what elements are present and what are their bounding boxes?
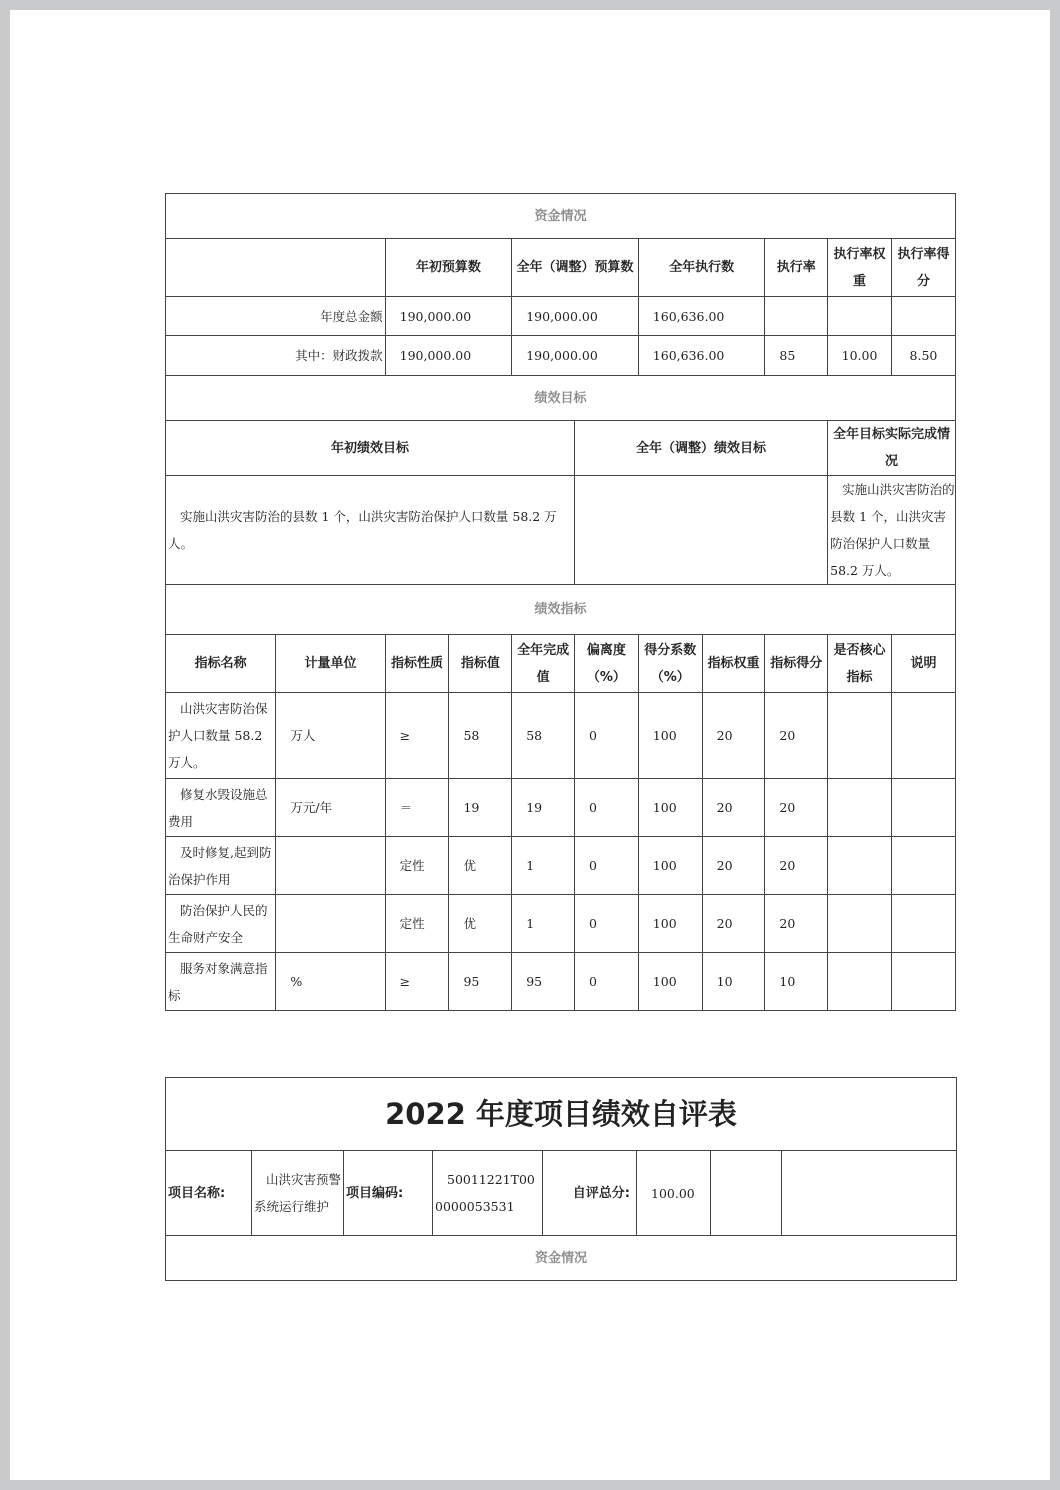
- ind-unit: [276, 837, 385, 895]
- ind-header-nature: 指标性质: [385, 635, 449, 693]
- funds-header-blank: [166, 239, 386, 297]
- ind-note: [891, 693, 955, 779]
- ind-header-unit: 计量单位: [276, 635, 385, 693]
- ind-header-note: 说明: [891, 635, 955, 693]
- ind-name: 服务对象满意指标: [166, 953, 276, 1011]
- ind-note: [891, 895, 955, 953]
- ind-header-weight: 指标权重: [702, 635, 765, 693]
- ind-unit: 万人: [276, 693, 385, 779]
- funds-header-score: 执行率得分: [891, 239, 955, 297]
- funds-row-executed: 160,636.00: [638, 297, 765, 336]
- funds-row: [166, 297, 956, 336]
- ind-unit: [276, 895, 385, 953]
- ind-deviation: 0: [574, 953, 638, 1011]
- indicator-row: [166, 693, 956, 779]
- ind-nature: ≥: [385, 693, 449, 779]
- ind-note: [891, 779, 955, 837]
- ind-coef: 100: [638, 837, 702, 895]
- indicator-row: [166, 895, 956, 953]
- ind-nature: ＝: [385, 779, 449, 837]
- ind-deviation: 0: [574, 693, 638, 779]
- funds-row-initial: 190,000.00: [385, 336, 512, 376]
- ind-core: [828, 837, 892, 895]
- ind-unit: %: [276, 953, 385, 1011]
- ind-core: [828, 953, 892, 1011]
- ind-coef: 100: [638, 895, 702, 953]
- funds-row-adjusted: 190,000.00: [512, 297, 639, 336]
- ind-name: 防治保护人民的生命财产安全: [166, 895, 276, 953]
- goals-header-adjusted: 全年（调整）绩效目标: [574, 421, 827, 476]
- ind-nature: 定性: [385, 895, 449, 953]
- funds-row-weight: [828, 297, 892, 336]
- ind-core: [828, 779, 892, 837]
- ind-nature: ≥: [385, 953, 449, 1011]
- funds-row-rate: 85: [765, 336, 828, 376]
- funds-row-rate: [765, 297, 828, 336]
- ind-coef: 100: [638, 693, 702, 779]
- funds-row-label: 其中：财政拨款: [166, 336, 386, 376]
- funds-row: [166, 336, 956, 376]
- ind-note: [891, 953, 955, 1011]
- project-name-value: 山洪灾害预警系统运行维护: [252, 1151, 344, 1236]
- ind-coef: 100: [638, 779, 702, 837]
- funds-section-title: 资金情况: [166, 194, 956, 239]
- ind-note: [891, 837, 955, 895]
- indicator-row: [166, 779, 956, 837]
- ind-deviation: 0: [574, 895, 638, 953]
- ind-weight: 20: [702, 779, 765, 837]
- ind-weight: 20: [702, 837, 765, 895]
- ind-deviation: 0: [574, 779, 638, 837]
- ind-name: 及时修复,起到防治保护作用: [166, 837, 276, 895]
- goals-initial-text: 实施山洪灾害防治的县数 1 个，山洪灾害防治保护人口数量 58.2 万人。: [166, 476, 575, 585]
- project-code-label: 项目编码:: [344, 1151, 433, 1236]
- ind-header-coef: 得分系数（%）: [638, 635, 702, 693]
- ind-actual: 1: [512, 837, 575, 895]
- funds-header-rate: 执行率: [765, 239, 828, 297]
- ind-score: 20: [765, 693, 828, 779]
- ind-header-deviation: 偏离度（%）: [574, 635, 638, 693]
- ind-header-score: 指标得分: [765, 635, 828, 693]
- score-value: 100.00: [637, 1151, 711, 1236]
- ind-weight: 20: [702, 895, 765, 953]
- goals-adjusted-text: [574, 476, 827, 585]
- project-name-label: 项目名称:: [166, 1151, 252, 1236]
- ind-header-actual: 全年完成值: [512, 635, 575, 693]
- funds-header-initial: 年初预算数: [385, 239, 512, 297]
- funds-header-weight: 执行率权重: [828, 239, 892, 297]
- ind-target: 95: [449, 953, 512, 1011]
- goals-header-actual: 全年目标实际完成情况: [828, 421, 956, 476]
- ind-header-core: 是否核心指标: [828, 635, 892, 693]
- ind-target: 58: [449, 693, 512, 779]
- funds-row-adjusted: 190,000.00: [512, 336, 639, 376]
- ind-score: 20: [765, 895, 828, 953]
- indicator-row: [166, 953, 956, 1011]
- document-page: [10, 10, 1050, 1480]
- funds-row-executed: 160,636.00: [638, 336, 765, 376]
- indicators-section-title: 绩效指标: [166, 585, 956, 635]
- ind-coef: 100: [638, 953, 702, 1011]
- goals-header-initial: 年初绩效目标: [166, 421, 575, 476]
- funds-row-label: 年度总金额: [166, 297, 386, 336]
- funds-row-initial: 190,000.00: [385, 297, 512, 336]
- ind-weight: 20: [702, 693, 765, 779]
- ind-score: 10: [765, 953, 828, 1011]
- ind-target: 19: [449, 779, 512, 837]
- funds-row-score: [891, 297, 955, 336]
- ind-actual: 58: [512, 693, 575, 779]
- ind-actual: 95: [512, 953, 575, 1011]
- project-code-value: 50011221T000000053531: [433, 1151, 543, 1236]
- ind-score: 20: [765, 779, 828, 837]
- ind-header-target: 指标值: [449, 635, 512, 693]
- form-title: 2022 年度项目绩效自评表: [166, 1078, 957, 1151]
- ind-deviation: 0: [574, 837, 638, 895]
- self-eval-form: [165, 1077, 956, 1281]
- ind-core: [828, 895, 892, 953]
- performance-table: [165, 193, 956, 1011]
- ind-score: 20: [765, 837, 828, 895]
- funds-header-executed: 全年执行数: [638, 239, 765, 297]
- blank-cell: [782, 1151, 957, 1236]
- ind-target: 优: [449, 895, 512, 953]
- goals-section-title: 绩效目标: [166, 376, 956, 421]
- funds-row-score: 8.50: [891, 336, 955, 376]
- blank-cell: [711, 1151, 782, 1236]
- funds-row-weight: 10.00: [828, 336, 892, 376]
- ind-actual: 1: [512, 895, 575, 953]
- funds-header-adjusted: 全年（调整）预算数: [512, 239, 639, 297]
- indicator-row: [166, 837, 956, 895]
- ind-header-name: 指标名称: [166, 635, 276, 693]
- ind-core: [828, 693, 892, 779]
- ind-name: 山洪灾害防治保护人口数量 58.2 万人。: [166, 693, 276, 779]
- ind-target: 优: [449, 837, 512, 895]
- form-funds-section-title: 资金情况: [166, 1236, 957, 1281]
- ind-weight: 10: [702, 953, 765, 1011]
- goals-actual-text: 实施山洪灾害防治的县数 1 个，山洪灾害防治保护人口数量 58.2 万人。: [828, 476, 956, 585]
- ind-nature: 定性: [385, 837, 449, 895]
- score-label: 自评总分:: [543, 1151, 637, 1236]
- ind-actual: 19: [512, 779, 575, 837]
- ind-name: 修复水毁设施总费用: [166, 779, 276, 837]
- ind-unit: 万元/年: [276, 779, 385, 837]
